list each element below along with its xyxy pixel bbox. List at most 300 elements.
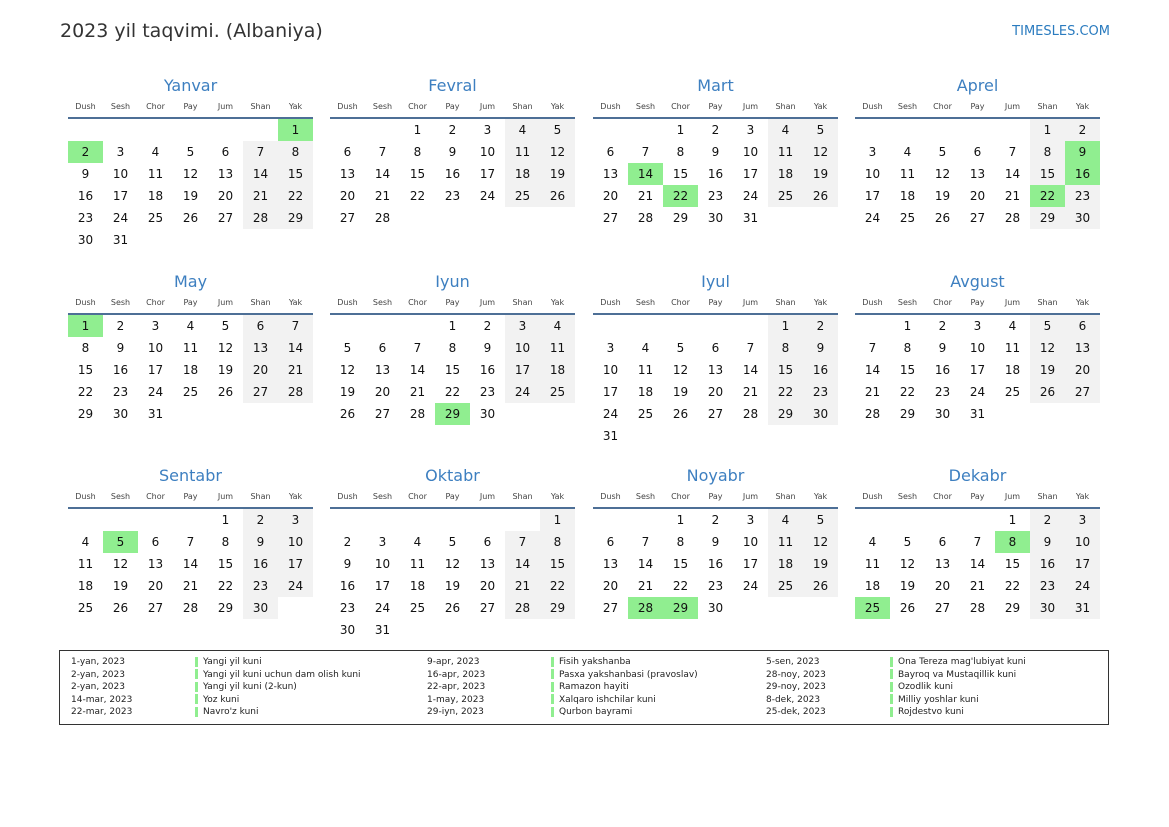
day-cell: 20 (374, 385, 391, 399)
weekday-label: Chor (933, 102, 952, 111)
day-cell: 11 (77, 557, 94, 571)
weekday-header (855, 293, 1100, 315)
day-cell: 11 (899, 167, 916, 181)
day-cell: 3 (116, 145, 125, 159)
day-cell: 21 (278, 359, 313, 381)
empty-cell (173, 119, 208, 141)
day-cell: 7 (868, 341, 877, 355)
day-cell: 16 (77, 189, 94, 203)
day-cell: 27 (602, 211, 619, 225)
holiday-legend (59, 650, 1109, 725)
day-cell: 1 (221, 513, 230, 527)
day-cell: 5 (803, 509, 838, 531)
day-cell: 3 (278, 509, 313, 531)
legend-row (766, 681, 1026, 694)
day-cell: 21 (637, 579, 654, 593)
day-cell: 27 (147, 601, 164, 615)
day-cell: 7 (278, 315, 313, 337)
day-cell: 3 (1065, 509, 1100, 531)
weekday-label: Jum (217, 102, 234, 111)
holiday-date: 22-mar, 2023 (71, 707, 133, 717)
day-cell: 7 (641, 535, 650, 549)
empty-cell (103, 509, 138, 531)
weekday-label: Jum (479, 298, 496, 307)
day-cell: 12 (934, 167, 951, 181)
day-cell: 2 (483, 319, 492, 333)
day-cell: 1 (540, 509, 575, 531)
day-cell: 26 (899, 601, 916, 615)
day-cell: 22 (409, 189, 426, 203)
day-cell: 10 (742, 535, 759, 549)
day-cell: 16 (112, 363, 129, 377)
holiday-name: Yangi yil kuni (2-kun) (203, 682, 297, 692)
day-cell: 31 (112, 233, 129, 247)
day-cell: 8 (768, 337, 803, 359)
day-cell: 25 (637, 407, 654, 421)
day-cell: 24 (1065, 575, 1100, 597)
empty-cell (330, 315, 365, 337)
empty-cell (365, 119, 400, 141)
day-cell: 28 (864, 407, 881, 421)
weekday-label: Sesh (110, 492, 131, 501)
day-cell: 16 (444, 167, 461, 181)
day-cell: 25 (182, 385, 199, 399)
day-cell: 19 (540, 163, 575, 185)
day-cell: 26 (182, 211, 199, 225)
holiday-date: 5-sen, 2023 (766, 657, 820, 667)
legend-column (766, 656, 1026, 719)
day-cell: 3 (973, 319, 982, 333)
empty-cell (960, 509, 995, 531)
empty-cell (173, 509, 208, 531)
day-cell: 7 (413, 341, 422, 355)
month-oktabr (330, 390, 575, 641)
day-cell: 7 (746, 341, 755, 355)
day-cell: 19 (182, 189, 199, 203)
day-cell: 15 (672, 557, 689, 571)
day-cell: 14 (742, 363, 759, 377)
day-grid (593, 509, 838, 619)
legend-row (427, 706, 698, 719)
day-cell: 25 (505, 185, 540, 207)
weekday-label: Sesh (635, 492, 656, 501)
day-cell: 6 (343, 145, 352, 159)
holiday-marker (551, 707, 554, 717)
day-cell: 28 (1004, 211, 1021, 225)
day-cell: 16 (707, 167, 724, 181)
day-cell: 13 (602, 557, 619, 571)
day-cell: 9 (243, 531, 278, 553)
weekday-label: Sesh (897, 102, 918, 111)
day-cell: 27 (1065, 381, 1100, 403)
day-cell: 22 (768, 381, 803, 403)
weekday-label: Sesh (635, 298, 656, 307)
day-cell: 22 (663, 185, 698, 207)
day-cell: 15 (278, 163, 313, 185)
day-cell: 11 (1004, 341, 1021, 355)
day-cell: 25 (1004, 385, 1021, 399)
day-cell: 9 (803, 337, 838, 359)
day-cell: 20 (243, 359, 278, 381)
day-cell: 24 (479, 189, 496, 203)
day-cell: 22 (1030, 185, 1065, 207)
weekday-label: Pay (708, 102, 723, 111)
holiday-date: 8-dek, 2023 (766, 694, 821, 705)
day-cell: 12 (339, 363, 356, 377)
weekday-label: Jum (217, 298, 234, 307)
legend-row (71, 694, 361, 707)
day-cell: 5 (938, 145, 947, 159)
day-cell: 16 (479, 363, 496, 377)
day-cell: 18 (540, 359, 575, 381)
day-cell: 27 (969, 211, 986, 225)
day-cell: 30 (1065, 207, 1100, 229)
weekday-label: Yak (1075, 492, 1090, 501)
weekday-label: Chor (146, 298, 165, 307)
holiday-name: Rojdestvo kuni (898, 707, 964, 717)
weekday-label: Yak (813, 298, 828, 307)
day-cell: 22 (540, 575, 575, 597)
day-cell: 12 (899, 557, 916, 571)
day-cell: 29 (768, 403, 803, 425)
month-fevral (330, 0, 575, 229)
site-logo-link[interactable]: TIMESLES.COM (1012, 24, 1110, 39)
day-cell: 10 (602, 363, 619, 377)
weekday-header (593, 487, 838, 509)
day-cell: 31 (969, 407, 986, 421)
day-cell: 27 (374, 407, 391, 421)
holiday-name: Pasxa yakshanbasi (pravoslav) (559, 669, 698, 680)
weekday-label: Pay (970, 298, 985, 307)
day-cell: 30 (77, 233, 94, 247)
day-cell: 30 (339, 623, 356, 637)
empty-cell (505, 509, 540, 531)
day-cell: 6 (378, 341, 387, 355)
weekday-label: Pay (183, 492, 198, 501)
day-cell: 8 (221, 535, 230, 549)
month-name: Fevral (428, 76, 477, 95)
weekday-label: Dush (600, 102, 621, 111)
day-grid (330, 509, 575, 641)
day-cell: 24 (147, 385, 164, 399)
day-cell: 8 (540, 531, 575, 553)
day-cell: 5 (343, 341, 352, 355)
day-cell: 18 (182, 363, 199, 377)
day-cell: 25 (77, 601, 94, 615)
day-cell: 6 (221, 145, 230, 159)
day-cell: 26 (934, 211, 951, 225)
day-cell: 3 (746, 123, 755, 137)
day-cell: 2 (343, 535, 352, 549)
weekday-label: Pay (970, 102, 985, 111)
day-cell: 3 (151, 319, 160, 333)
month-name: Yanvar (163, 76, 218, 95)
weekday-label: Chor (146, 102, 165, 111)
weekday-header (330, 97, 575, 119)
empty-cell (330, 509, 365, 531)
weekday-label: Jum (217, 492, 234, 501)
day-cell: 26 (444, 601, 461, 615)
day-cell: 14 (628, 163, 663, 185)
holiday-marker (551, 669, 554, 679)
day-cell: 2 (1030, 509, 1065, 531)
day-cell: 23 (934, 385, 951, 399)
day-cell: 1 (68, 315, 103, 337)
empty-cell (925, 509, 960, 531)
day-cell: 29 (77, 407, 94, 421)
day-grid (855, 509, 1100, 619)
weekday-label: Shan (250, 102, 271, 111)
day-cell: 22 (1004, 579, 1021, 593)
day-cell: 23 (77, 211, 94, 225)
day-cell: 30 (934, 407, 951, 421)
day-cell: 17 (742, 557, 759, 571)
day-cell: 29 (540, 597, 575, 619)
legend-row (427, 656, 698, 669)
weekday-label: Chor (933, 492, 952, 501)
month-name: Iyun (435, 272, 470, 291)
day-cell: 15 (409, 167, 426, 181)
day-cell: 29 (663, 597, 698, 619)
day-cell: 15 (217, 557, 234, 571)
day-cell: 27 (339, 211, 356, 225)
holiday-marker (551, 682, 554, 692)
day-cell: 2 (711, 513, 720, 527)
day-cell: 2 (711, 123, 720, 137)
day-cell: 1 (1008, 513, 1017, 527)
day-cell: 7 (641, 145, 650, 159)
day-cell: 15 (1030, 163, 1065, 185)
day-cell: 19 (444, 579, 461, 593)
day-cell: 29 (278, 207, 313, 229)
weekday-label: Dush (337, 298, 358, 307)
empty-cell (138, 509, 173, 531)
day-cell: 8 (676, 145, 685, 159)
day-cell: 16 (1030, 553, 1065, 575)
month-sentabr (68, 390, 313, 619)
day-cell: 13 (479, 557, 496, 571)
day-cell: 17 (864, 189, 881, 203)
weekday-label: Dush (862, 102, 883, 111)
weekday-label: Pay (708, 298, 723, 307)
day-cell: 3 (746, 513, 755, 527)
holiday-name: Bayroq va Mustaqillik kuni (898, 669, 1017, 680)
day-cell: 7 (243, 141, 278, 163)
legend-row (427, 669, 698, 682)
day-cell: 30 (479, 407, 496, 421)
holiday-marker (890, 669, 893, 679)
holiday-marker (195, 682, 198, 692)
weekday-label: Chor (671, 102, 690, 111)
day-cell: 14 (182, 557, 199, 571)
day-cell: 18 (77, 579, 94, 593)
holiday-name: Ramazon hayiti (559, 682, 629, 692)
day-cell: 20 (479, 579, 496, 593)
month-dekabr (855, 390, 1100, 619)
day-cell: 11 (540, 337, 575, 359)
weekday-label: Pay (970, 492, 985, 501)
holiday-date: 28-noy, 2023 (766, 669, 826, 680)
day-cell: 5 (103, 531, 138, 553)
day-cell: 25 (768, 185, 803, 207)
day-cell: 11 (637, 363, 654, 377)
day-grid (68, 509, 313, 619)
day-cell: 26 (803, 575, 838, 597)
day-cell: 1 (903, 319, 912, 333)
day-cell: 8 (995, 531, 1030, 553)
day-cell: 6 (711, 341, 720, 355)
day-cell: 26 (540, 185, 575, 207)
day-cell: 3 (505, 315, 540, 337)
day-cell: 12 (217, 341, 234, 355)
day-cell: 21 (864, 385, 881, 399)
empty-cell (855, 119, 890, 141)
day-cell: 4 (768, 509, 803, 531)
day-cell: 17 (374, 579, 391, 593)
day-cell: 21 (182, 579, 199, 593)
day-cell: 17 (479, 167, 496, 181)
day-cell: 20 (969, 189, 986, 203)
weekday-label: Pay (445, 298, 460, 307)
day-cell: 27 (707, 407, 724, 421)
day-cell: 26 (339, 407, 356, 421)
day-cell: 27 (479, 601, 496, 615)
weekday-header (855, 97, 1100, 119)
day-cell: 25 (540, 381, 575, 403)
month-noyabr (593, 390, 838, 619)
weekday-label: Pay (445, 102, 460, 111)
legend-column (427, 656, 698, 719)
day-cell: 13 (934, 557, 951, 571)
weekday-label: Chor (408, 102, 427, 111)
day-cell: 22 (278, 185, 313, 207)
day-cell: 23 (444, 189, 461, 203)
day-cell: 25 (899, 211, 916, 225)
holiday-marker (195, 707, 198, 717)
day-cell: 24 (505, 381, 540, 403)
weekday-header (855, 487, 1100, 509)
day-cell: 4 (1008, 319, 1017, 333)
weekday-label: Chor (408, 298, 427, 307)
holiday-marker (195, 669, 198, 679)
day-cell: 9 (1030, 531, 1065, 553)
day-cell: 6 (606, 145, 615, 159)
day-cell: 19 (672, 385, 689, 399)
holiday-date: 16-apr, 2023 (427, 669, 486, 680)
weekday-label: Yak (550, 492, 565, 501)
day-cell: 20 (602, 579, 619, 593)
day-cell: 10 (1065, 531, 1100, 553)
month-aprel (855, 0, 1100, 229)
day-cell: 18 (864, 579, 881, 593)
holiday-date: 2-yan, 2023 (71, 682, 125, 692)
day-cell: 15 (672, 167, 689, 181)
weekday-label: Jum (742, 298, 759, 307)
empty-cell (995, 119, 1030, 141)
day-cell: 16 (934, 363, 951, 377)
day-cell: 23 (1065, 185, 1100, 207)
day-cell: 11 (182, 341, 199, 355)
holiday-name: Yoz kuni (203, 694, 240, 705)
day-cell: 23 (479, 385, 496, 399)
day-cell: 13 (217, 167, 234, 181)
empty-cell (400, 509, 435, 531)
weekday-label: Chor (671, 298, 690, 307)
holiday-name: Yangi yil kuni uchun dam olish kuni (203, 669, 361, 680)
day-cell: 11 (409, 557, 426, 571)
day-cell: 28 (969, 601, 986, 615)
day-cell: 8 (81, 341, 90, 355)
day-cell: 1 (448, 319, 457, 333)
day-cell: 14 (505, 553, 540, 575)
day-cell: 17 (278, 553, 313, 575)
day-cell: 1 (278, 119, 313, 141)
day-cell: 28 (278, 381, 313, 403)
day-cell: 7 (186, 535, 195, 549)
day-cell: 10 (278, 531, 313, 553)
holiday-date: 29-noy, 2023 (766, 682, 826, 692)
day-cell: 29 (1030, 207, 1065, 229)
day-cell: 10 (112, 167, 129, 181)
weekday-label: Chor (933, 298, 952, 307)
holiday-name: Fisih yakshanba (559, 657, 631, 667)
month-mart (593, 0, 838, 229)
weekday-label: Dush (862, 298, 883, 307)
day-cell: 6 (483, 535, 492, 549)
day-cell: 7 (1008, 145, 1017, 159)
day-cell: 24 (742, 579, 759, 593)
legend-column (71, 656, 361, 719)
day-cell: 1 (676, 513, 685, 527)
day-cell: 20 (217, 189, 234, 203)
weekday-label: Pay (183, 298, 198, 307)
weekday-label: Shan (1037, 102, 1058, 111)
day-cell: 10 (505, 337, 540, 359)
day-cell: 10 (479, 145, 496, 159)
empty-cell (593, 119, 628, 141)
day-cell: 13 (707, 363, 724, 377)
weekday-label: Jum (479, 492, 496, 501)
weekday-label: Yak (550, 298, 565, 307)
weekday-label: Jum (1004, 102, 1021, 111)
legend-row (766, 706, 1026, 719)
day-cell: 17 (147, 363, 164, 377)
empty-cell (593, 315, 628, 337)
holiday-marker (890, 682, 893, 692)
day-cell: 8 (278, 141, 313, 163)
weekday-label: Pay (708, 492, 723, 501)
day-cell: 18 (899, 189, 916, 203)
day-cell: 4 (903, 145, 912, 159)
weekday-label: Shan (250, 298, 271, 307)
day-cell: 9 (1065, 141, 1100, 163)
legend-row (71, 669, 361, 682)
day-cell: 12 (182, 167, 199, 181)
day-cell: 4 (768, 119, 803, 141)
day-cell: 24 (374, 601, 391, 615)
holiday-date: 25-dek, 2023 (766, 707, 826, 717)
weekday-label: Chor (408, 492, 427, 501)
day-cell: 23 (707, 189, 724, 203)
day-cell: 21 (1004, 189, 1021, 203)
empty-cell (628, 315, 663, 337)
empty-cell (890, 119, 925, 141)
day-cell: 31 (742, 211, 759, 225)
weekday-label: Jum (1004, 298, 1021, 307)
legend-row (71, 656, 361, 669)
day-cell: 21 (742, 385, 759, 399)
holiday-marker (890, 694, 893, 704)
